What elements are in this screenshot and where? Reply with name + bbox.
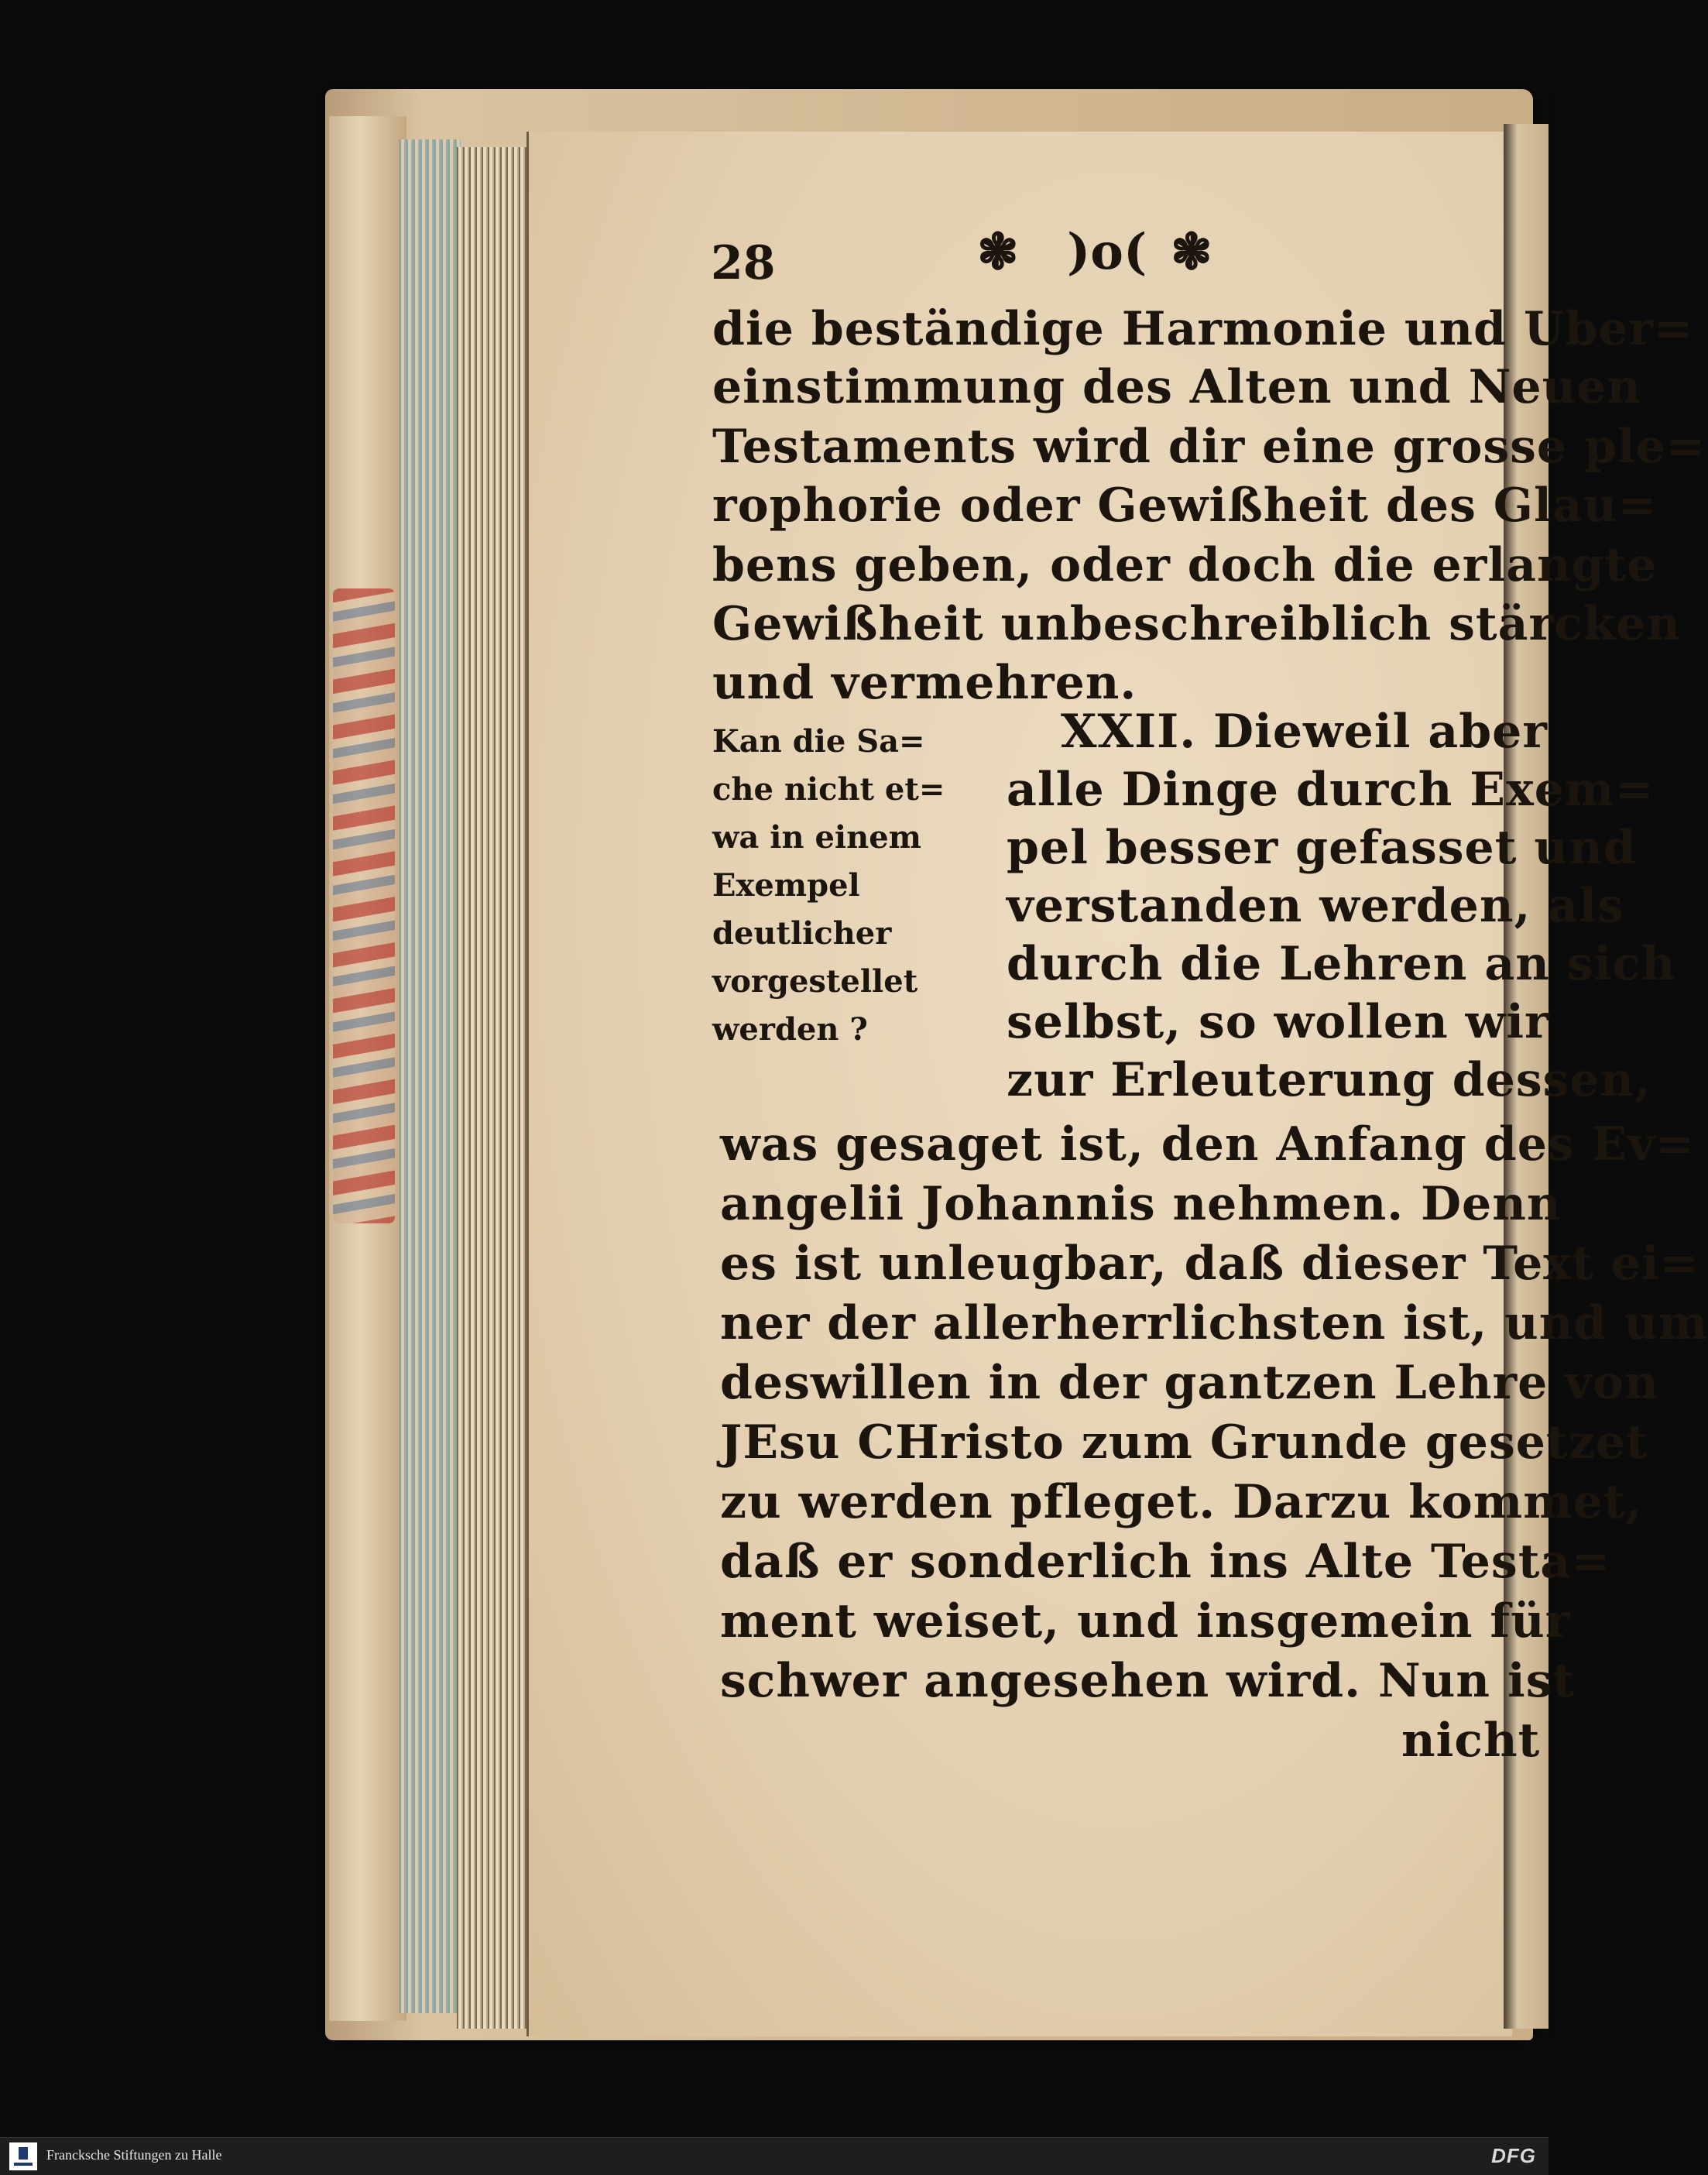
text-line: was gesaget ist, den Anfang des Ev= bbox=[720, 1117, 1696, 1172]
margin-note-line: Exempel bbox=[712, 867, 860, 904]
section-heading: XXII. Dieweil aber bbox=[1061, 705, 1548, 759]
text-line: alle Dinge durch Exem= bbox=[1007, 763, 1655, 817]
text-line: verstanden werden, als bbox=[1007, 879, 1624, 933]
ornament-right-icon: ❃ bbox=[1171, 223, 1212, 281]
text-line: JEsu CHristo zum Grunde gesetzet bbox=[720, 1415, 1648, 1470]
ornament-left-icon: ❃ bbox=[977, 223, 1019, 281]
catchword: nicht bbox=[1401, 1714, 1541, 1768]
text-line: es ist unleugbar, daß dieser Text ei= bbox=[720, 1237, 1699, 1291]
text-line: selbst, so wollen wir bbox=[1007, 995, 1550, 1049]
text-line: ner der allerherrlichsten ist, und um bbox=[720, 1296, 1708, 1350]
marbled-endpaper bbox=[333, 588, 395, 1223]
margin-note-line: Kan die Sa= bbox=[712, 723, 925, 760]
page-number: 28 bbox=[711, 236, 776, 290]
dfg-logo: DFG bbox=[1491, 2144, 1536, 2167]
text-line: zu werden pfleget. Darzu kommet, bbox=[720, 1475, 1643, 1529]
margin-note-line: werden ? bbox=[712, 1011, 868, 1048]
text-line: pel besser gefasset und bbox=[1007, 821, 1637, 875]
text-line: schwer angesehen wird. Nun ist bbox=[720, 1654, 1576, 1708]
page-stack bbox=[457, 147, 526, 2029]
margin-note-line: vorgestellet bbox=[712, 963, 918, 1000]
margin-note-line: wa in einem bbox=[712, 819, 921, 856]
text-line: Testaments wird dir eine grosse ple= bbox=[712, 420, 1706, 474]
text-line: die beständige Harmonie und Uber= bbox=[712, 302, 1694, 356]
margin-note-line: deutlicher bbox=[712, 915, 892, 952]
text-line: angelii Johannis nehmen. Denn bbox=[720, 1177, 1562, 1231]
text-line: daß er sonderlich ins Alte Testa= bbox=[720, 1535, 1611, 1589]
text-line: ment weiset, und insgemein für bbox=[720, 1594, 1571, 1648]
footer-institution: Francksche Stiftungen zu Halle bbox=[46, 2147, 222, 2163]
text-line: rophorie oder Gewißheit des Glau= bbox=[712, 479, 1658, 533]
institution-logo-icon bbox=[9, 2142, 37, 2170]
footer-bar bbox=[0, 2137, 1549, 2175]
margin-note-line: che nicht et= bbox=[712, 771, 945, 808]
text-line: zur Erleuterung dessen, bbox=[1007, 1053, 1652, 1107]
text-line: bens geben, oder doch die erlangte bbox=[712, 538, 1658, 592]
text-line: Gewißheit unbeschreiblich stärcken bbox=[712, 597, 1681, 651]
text-line: einstimmung des Alten und Neuen bbox=[712, 360, 1642, 414]
page-edges bbox=[399, 139, 461, 2013]
text-line: deswillen in der gantzen Lehre von bbox=[720, 1356, 1659, 1410]
text-line: durch die Lehren an sich bbox=[1007, 937, 1676, 991]
text-line: und vermehren. bbox=[712, 656, 1137, 710]
ornament-center: )o( bbox=[1067, 223, 1147, 281]
